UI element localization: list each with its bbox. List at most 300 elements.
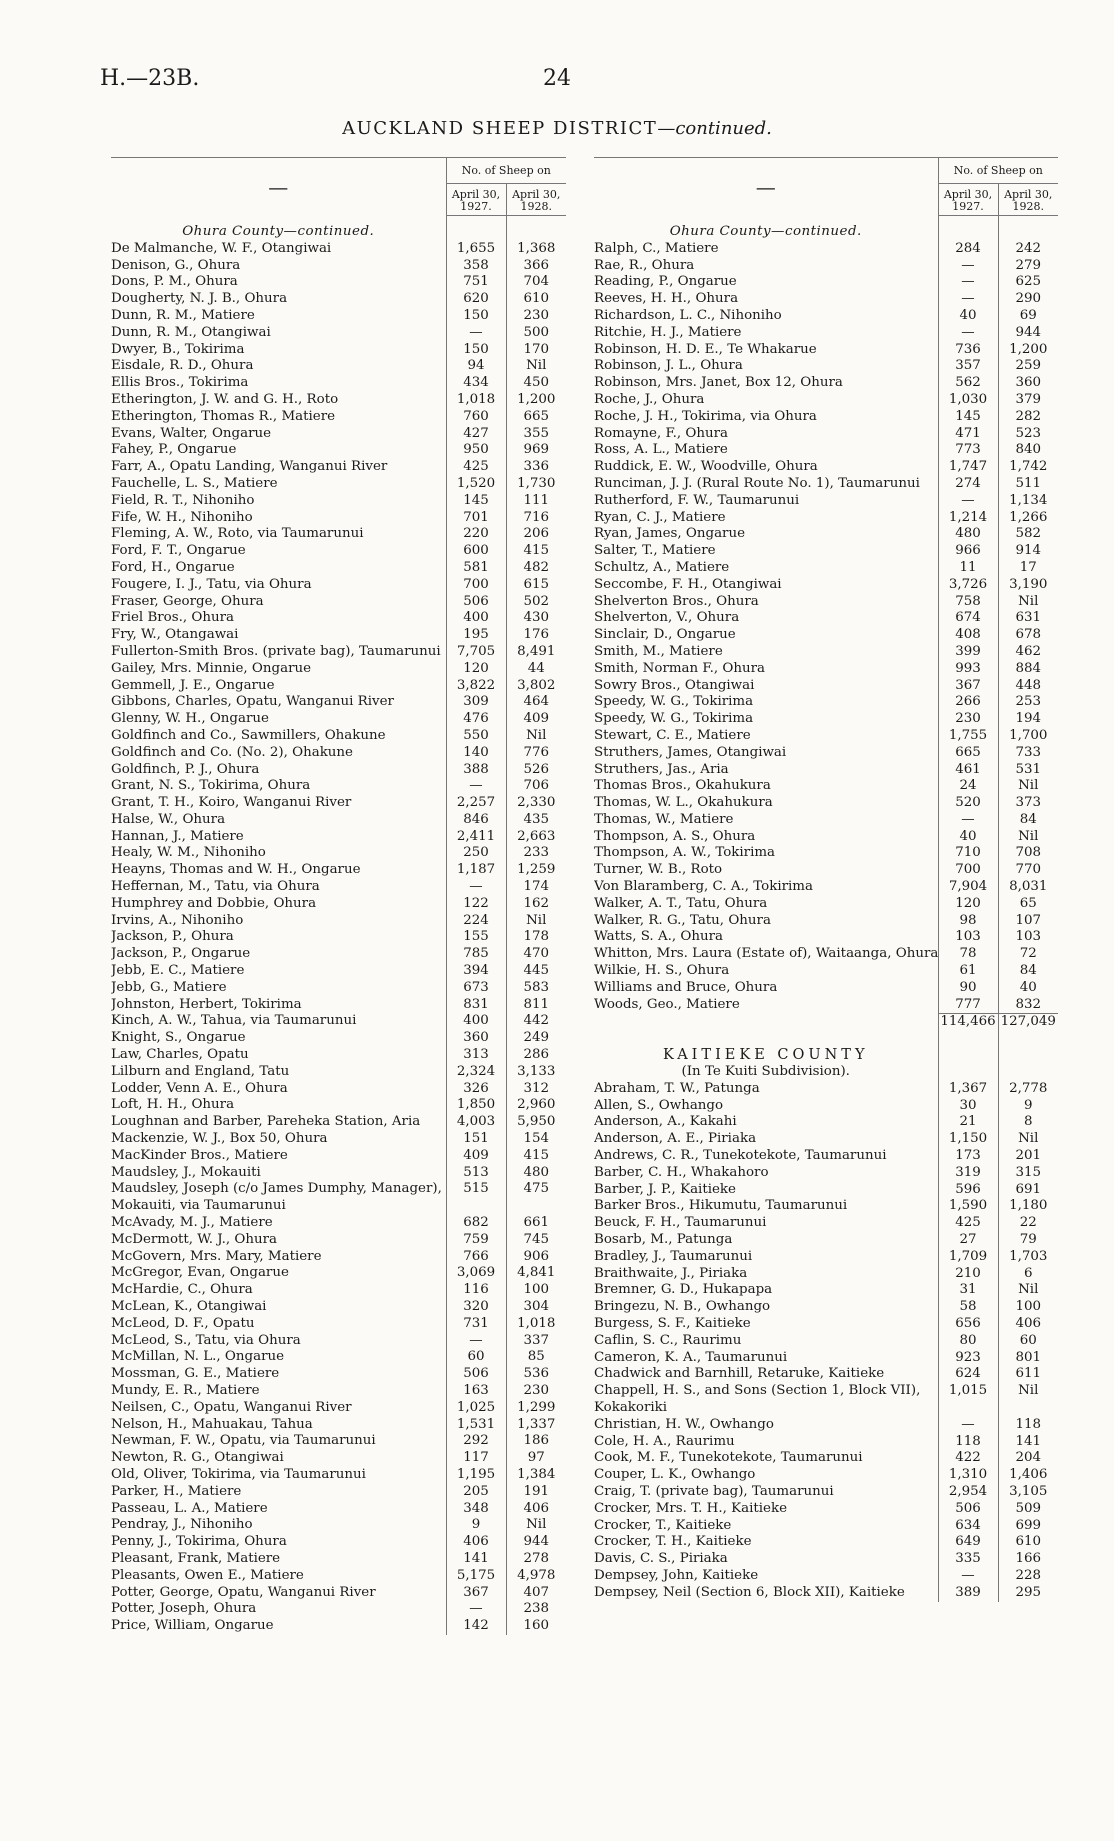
owner-name: Beuck, F. H., Taumarunui xyxy=(594,1215,767,1231)
left-table-panel xyxy=(111,157,566,1635)
sheep-1928: 204 xyxy=(998,1450,1058,1467)
sheep-1927: 151 xyxy=(446,1131,506,1148)
sheep-1928: 1,337 xyxy=(506,1417,566,1434)
owner-name: Craig, T. (private bag), Taumarunui xyxy=(594,1483,834,1499)
sheep-1928: 84 xyxy=(998,963,1058,980)
sheep-1928: 22 xyxy=(998,1215,1058,1232)
sheep-1927: 400 xyxy=(446,1013,506,1030)
sheep-1928: 631 xyxy=(998,610,1058,627)
sheep-1928: 60 xyxy=(998,1333,1058,1350)
total-1927: 114,466 xyxy=(938,1014,998,1031)
sheep-1928: 615 xyxy=(506,577,566,594)
owner-name: Crocker, T. H., Kaitieke xyxy=(594,1534,752,1550)
sheep-1927: 4,003 xyxy=(446,1114,506,1131)
sheep-1928: 509 xyxy=(998,1501,1058,1518)
owner-name: Cole, H. A., Raurimu xyxy=(594,1433,735,1449)
sheep-1928: 464 xyxy=(506,694,566,711)
table-row xyxy=(111,543,566,560)
sheep-1928: 79 xyxy=(998,1232,1058,1249)
owner-name: Gibbons, Charles, Opatu, Wanganui River xyxy=(111,694,394,710)
table-row xyxy=(111,1249,566,1266)
table-row xyxy=(594,1434,1058,1451)
sheep-1928: 3,802 xyxy=(506,678,566,695)
sheep-1927: 773 xyxy=(938,442,998,459)
sheep-1927: 1,025 xyxy=(446,1400,506,1417)
owner-name: Sowry Bros., Otangiwai xyxy=(594,677,755,693)
sheep-1928: 160 xyxy=(506,1618,566,1635)
sheep-1927: 434 xyxy=(446,375,506,392)
sheep-1928: 4,978 xyxy=(506,1568,566,1585)
sheep-1927: 210 xyxy=(938,1266,998,1283)
owner-name: Gemmell, J. E., Ongarue xyxy=(111,677,275,693)
sheep-1927: 145 xyxy=(938,409,998,426)
sheep-1927: 624 xyxy=(938,1366,998,1383)
owner-name: Goldfinch, P. J., Ohura xyxy=(111,761,260,777)
owner-name: Stewart, C. E., Matiere xyxy=(594,727,751,743)
table-row xyxy=(111,1299,566,1316)
table-row xyxy=(111,1349,566,1366)
sheep-1928: 194 xyxy=(998,711,1058,728)
sheep-1927: 60 xyxy=(446,1349,506,1366)
table-row xyxy=(111,997,566,1014)
table-row xyxy=(594,1551,1058,1568)
sheep-1927: 562 xyxy=(938,375,998,392)
sheep-1927: 513 xyxy=(446,1165,506,1182)
table-row xyxy=(594,358,1058,375)
sheep-1927: — xyxy=(938,1417,998,1434)
sheep-1928: 708 xyxy=(998,845,1058,862)
table-row xyxy=(111,1618,566,1635)
table-row xyxy=(594,963,1058,980)
sheep-1927: 400 xyxy=(446,610,506,627)
sheep-1928: 2,330 xyxy=(506,795,566,812)
owner-name: Ford, F. T., Ongarue xyxy=(111,543,246,559)
table-row xyxy=(594,1316,1058,1333)
owner-name: Jebb, G., Matiere xyxy=(111,979,227,995)
table-row xyxy=(111,1165,566,1182)
table-row xyxy=(111,476,566,493)
total-row xyxy=(594,1014,1058,1031)
sheep-1928: 610 xyxy=(998,1534,1058,1551)
sheep-1927: — xyxy=(938,258,998,275)
sheep-1927: 831 xyxy=(446,997,506,1014)
sheep-1927: 471 xyxy=(938,426,998,443)
sheep-1928: 906 xyxy=(506,1249,566,1266)
sheep-1927: 309 xyxy=(446,694,506,711)
table-row xyxy=(594,442,1058,459)
sheep-1928: 44 xyxy=(506,661,566,678)
sheep-1927: 274 xyxy=(938,476,998,493)
table-row xyxy=(111,678,566,695)
owner-name: Passeau, L. A., Matiere xyxy=(111,1500,268,1516)
sheep-1928: 315 xyxy=(998,1165,1058,1182)
owner-name: Pendray, J., Nihoniho xyxy=(111,1517,253,1533)
sheep-1928: Nil xyxy=(998,778,1058,795)
table-row xyxy=(111,711,566,728)
table-row xyxy=(111,862,566,879)
table-row xyxy=(111,1517,566,1534)
table-row xyxy=(594,476,1058,493)
owner-name: Healy, W. M., Nihoniho xyxy=(111,845,266,861)
owner-name: Reading, P., Ongarue xyxy=(594,274,737,290)
sheep-1928: 811 xyxy=(506,997,566,1014)
table-row xyxy=(594,1585,1058,1602)
sheep-1927: 94 xyxy=(446,358,506,375)
sheep-1928: 286 xyxy=(506,1047,566,1064)
owner-name: Smith, Norman F., Ohura xyxy=(594,660,765,676)
owner-name: Maudsley, Joseph (c/o James Dumphy, Manager), Mokauiti, via Taumarunui xyxy=(111,1181,442,1214)
table-row xyxy=(594,795,1058,812)
sheep-1928: 100 xyxy=(506,1282,566,1299)
sheep-1928: 3,190 xyxy=(998,577,1058,594)
owner-name: Knight, S., Ongarue xyxy=(111,1030,246,1046)
table-row xyxy=(111,392,566,409)
table-row xyxy=(594,342,1058,359)
owner-name: Barber, C. H., Whakahoro xyxy=(594,1164,769,1180)
table-row xyxy=(111,1265,566,1282)
owner-name: Fougere, I. J., Tatu, via Ohura xyxy=(111,576,312,592)
owner-name: Kinch, A. W., Tahua, via Taumarunui xyxy=(111,1013,357,1029)
owner-name: Robinson, J. L., Ohura xyxy=(594,358,743,374)
table-row xyxy=(111,812,566,829)
table-row xyxy=(594,1232,1058,1249)
table-row xyxy=(111,1047,566,1064)
table-row xyxy=(111,308,566,325)
owner-name: Potter, Joseph, Ohura xyxy=(111,1601,257,1617)
owner-name: Smith, M., Matiere xyxy=(594,643,723,659)
sheep-1927: 701 xyxy=(446,510,506,527)
owner-name: Burgess, S. F., Kaitieke xyxy=(594,1316,751,1331)
table-row xyxy=(111,409,566,426)
owner-name: MacKinder Bros., Matiere xyxy=(111,1147,288,1163)
owner-name: Richardson, L. C., Nihoniho xyxy=(594,307,782,323)
sheep-1927: 388 xyxy=(446,762,506,779)
owner-name: Newton, R. G., Otangiwai xyxy=(111,1450,284,1466)
table-row xyxy=(111,963,566,980)
owner-name: Grant, T. H., Koiro, Wanganui River xyxy=(111,795,352,811)
sheep-1928: 174 xyxy=(506,879,566,896)
owner-name: Ellis Bros., Tokirima xyxy=(111,375,249,391)
owner-name: Halse, W., Ohura xyxy=(111,811,226,827)
table-row xyxy=(594,1383,1058,1417)
table-row xyxy=(111,258,566,275)
table-row xyxy=(111,694,566,711)
table-row xyxy=(111,1316,566,1333)
table-row xyxy=(111,795,566,812)
sheep-1928: 1,200 xyxy=(998,342,1058,359)
page-reference: H.—23B. xyxy=(100,66,200,91)
sheep-1928: 242 xyxy=(998,241,1058,258)
table-row xyxy=(594,1165,1058,1182)
sheep-1927: 150 xyxy=(446,342,506,359)
sheep-1927: 1,850 xyxy=(446,1097,506,1114)
owner-name: Gailey, Mrs. Minnie, Ongarue xyxy=(111,660,312,676)
header-col-1927: April 30, 1927. xyxy=(446,184,506,216)
sheep-1927: 3,726 xyxy=(938,577,998,594)
table-row xyxy=(111,291,566,308)
owner-name: Woods, Geo., Matiere xyxy=(594,996,740,1012)
owner-name: Fleming, A. W., Roto, via Taumarunui xyxy=(111,526,364,542)
sheep-1927: 1,018 xyxy=(446,392,506,409)
owner-name: Jebb, E. C., Matiere xyxy=(111,963,245,979)
sheep-1927: 476 xyxy=(446,711,506,728)
sheep-1927: 24 xyxy=(938,778,998,795)
owner-name: Penny, J., Tokirima, Ohura xyxy=(111,1534,287,1550)
sheep-1927: 319 xyxy=(938,1165,998,1182)
sheep-1927: 40 xyxy=(938,308,998,325)
sheep-1928: 3,133 xyxy=(506,1064,566,1081)
sheep-1927: 656 xyxy=(938,1316,998,1333)
table-row xyxy=(111,745,566,762)
sheep-1927: 600 xyxy=(446,543,506,560)
owner-name: Thomas, W. L., Okahukura xyxy=(594,795,773,811)
sheep-1927: 224 xyxy=(446,913,506,930)
sheep-1928: 716 xyxy=(506,510,566,527)
table-row xyxy=(594,308,1058,325)
owner-name: Bringezu, N. B., Owhango xyxy=(594,1299,771,1315)
table-row xyxy=(594,929,1058,946)
sheep-1928: 969 xyxy=(506,442,566,459)
table-row xyxy=(594,1501,1058,1518)
sheep-1927: 700 xyxy=(446,577,506,594)
table-row xyxy=(111,1097,566,1114)
sheep-1927: 348 xyxy=(446,1501,506,1518)
sheep-1928: 312 xyxy=(506,1081,566,1098)
sheep-1928: 409 xyxy=(506,711,566,728)
sheep-1927: 3,822 xyxy=(446,678,506,695)
sheep-1927: 61 xyxy=(938,963,998,980)
sheep-1927: 5,175 xyxy=(446,1568,506,1585)
sheep-1928: Nil xyxy=(998,1383,1058,1417)
header-col-1928: April 30, 1928. xyxy=(506,184,566,216)
table-row xyxy=(111,1114,566,1131)
owner-name: Dunn, R. M., Otangiwai xyxy=(111,324,271,340)
owner-name: Seccombe, F. H., Otangiwai xyxy=(594,576,782,592)
sheep-1927: 141 xyxy=(446,1551,506,1568)
sheep-1928: 278 xyxy=(506,1551,566,1568)
sheep-1927: 758 xyxy=(938,594,998,611)
owner-name: Loft, H. H., Ohura xyxy=(111,1097,235,1113)
sheep-1927: 78 xyxy=(938,946,998,963)
sheep-1927: 313 xyxy=(446,1047,506,1064)
table-row xyxy=(594,728,1058,745)
sheep-1927: — xyxy=(446,879,506,896)
sheep-1928: 1,180 xyxy=(998,1198,1058,1215)
sheep-1927: 759 xyxy=(446,1232,506,1249)
sheep-1928: 536 xyxy=(506,1366,566,1383)
sheep-1927: 846 xyxy=(446,812,506,829)
sheep-1927: 409 xyxy=(446,1148,506,1165)
table-row xyxy=(111,913,566,930)
owner-name: Dwyer, B., Tokirima xyxy=(111,341,245,357)
table-row xyxy=(111,274,566,291)
owner-name: Etherington, Thomas R., Matiere xyxy=(111,408,336,424)
owner-name: Allen, S., Owhango xyxy=(594,1097,724,1113)
owner-name: McLeod, S., Tatu, via Ohura xyxy=(111,1332,301,1348)
sheep-1928: 201 xyxy=(998,1148,1058,1165)
table-row xyxy=(111,375,566,392)
sheep-1928: 1,730 xyxy=(506,476,566,493)
table-row xyxy=(594,1098,1058,1115)
sheep-1928: 162 xyxy=(506,896,566,913)
owner-name: Shelverton, V., Ohura xyxy=(594,610,740,626)
table-row xyxy=(594,1249,1058,1266)
sheep-1928: 65 xyxy=(998,896,1058,913)
sheep-1927: 220 xyxy=(446,526,506,543)
owner-name: McAvady, M. J., Matiere xyxy=(111,1215,273,1231)
sheep-1927: 155 xyxy=(446,929,506,946)
table-row xyxy=(594,1182,1058,1199)
table-row xyxy=(111,594,566,611)
owner-name: Struthers, Jas., Aria xyxy=(594,761,729,777)
sheep-1927: 682 xyxy=(446,1215,506,1232)
sheep-1927: 367 xyxy=(446,1585,506,1602)
sheep-1927: 292 xyxy=(446,1433,506,1450)
sheep-1928: 415 xyxy=(506,543,566,560)
sheep-1928: 840 xyxy=(998,442,1058,459)
sheep-1928: 1,266 xyxy=(998,510,1058,527)
sheep-1928: 290 xyxy=(998,291,1058,308)
sheep-1927: 993 xyxy=(938,661,998,678)
sheep-1928: 379 xyxy=(998,392,1058,409)
sheep-1927: 367 xyxy=(938,678,998,695)
sheep-1927: 30 xyxy=(938,1098,998,1115)
sheep-1928: 40 xyxy=(998,980,1058,997)
sheep-1928: 100 xyxy=(998,1299,1058,1316)
sheep-1928: 1,018 xyxy=(506,1316,566,1333)
table-row xyxy=(594,980,1058,997)
sheep-1927: 550 xyxy=(446,728,506,745)
owner-name: Cook, M. F., Tunekotekote, Taumarunui xyxy=(594,1450,863,1466)
sheep-1927: — xyxy=(938,812,998,829)
sheep-1928: 8,031 xyxy=(998,879,1058,896)
owner-name: Dunn, R. M., Matiere xyxy=(111,307,255,323)
owner-name: Ross, A. L., Matiere xyxy=(594,442,728,458)
owner-name: Turner, W. B., Roto xyxy=(594,862,723,878)
sheep-1927: 7,904 xyxy=(938,879,998,896)
sheep-1927: 9 xyxy=(446,1517,506,1534)
owner-name: Thomas, W., Matiere xyxy=(594,811,734,827)
sheep-1927: 1,747 xyxy=(938,459,998,476)
sheep-1927: 1,030 xyxy=(938,392,998,409)
table-row xyxy=(594,1148,1058,1165)
owner-name: Goldfinch and Co. (No. 2), Ohakune xyxy=(111,744,353,760)
sheep-1928: 304 xyxy=(506,1299,566,1316)
sheep-1927: 195 xyxy=(446,627,506,644)
sheep-1927: 1,150 xyxy=(938,1131,998,1148)
owner-name: Struthers, James, Otangiwai xyxy=(594,744,787,760)
sheep-1928: 502 xyxy=(506,594,566,611)
table-row xyxy=(594,1450,1058,1467)
sheep-1928: 801 xyxy=(998,1350,1058,1367)
owner-name: Walker, A. T., Tatu, Ohura xyxy=(594,895,768,911)
owner-name: Heayns, Thomas and W. H., Ongarue xyxy=(111,862,361,878)
sheep-1928: 1,134 xyxy=(998,493,1058,510)
table-row xyxy=(111,1081,566,1098)
table-row xyxy=(594,241,1058,258)
table-row xyxy=(111,358,566,375)
sheep-1928: 1,742 xyxy=(998,459,1058,476)
table-row xyxy=(594,1568,1058,1585)
table-row xyxy=(594,694,1058,711)
owner-name: Speedy, W. G., Tokirima xyxy=(594,694,754,710)
owner-name: Abraham, T. W., Patunga xyxy=(594,1080,760,1096)
county-heading: Ohura County—continued. xyxy=(669,224,862,239)
table-row xyxy=(111,929,566,946)
table-row xyxy=(111,762,566,779)
sheep-1928: Nil xyxy=(506,358,566,375)
sheep-1927: 7,705 xyxy=(446,644,506,661)
owner-name: Whitton, Mrs. Laura (Estate of), Waitaanga, Ohura xyxy=(594,946,938,962)
owner-name: Hannan, J., Matiere xyxy=(111,828,244,844)
owner-name: Wilkie, H. S., Ohura xyxy=(594,963,730,979)
sheep-1928: 665 xyxy=(506,409,566,426)
sheep-1927: 1,195 xyxy=(446,1467,506,1484)
sheep-1927: 103 xyxy=(938,929,998,946)
sheep-1928: Nil xyxy=(506,913,566,930)
sheep-1927: 2,257 xyxy=(446,795,506,812)
sheep-1928: 2,960 xyxy=(506,1097,566,1114)
owner-name: Mossman, G. E., Matiere xyxy=(111,1366,280,1382)
table-row xyxy=(111,1568,566,1585)
sheep-1927: 581 xyxy=(446,560,506,577)
sheep-1927: 142 xyxy=(446,1618,506,1635)
sheep-1927: 1,310 xyxy=(938,1467,998,1484)
sheep-1928: 178 xyxy=(506,929,566,946)
total-1928: 127,049 xyxy=(998,1014,1058,1031)
sheep-1928: 406 xyxy=(998,1316,1058,1333)
sheep-1927: 145 xyxy=(446,493,506,510)
owner-name: Potter, George, Opatu, Wanganui River xyxy=(111,1584,376,1600)
owner-name: Eisdale, R. D., Ohura xyxy=(111,358,254,374)
sheep-1927: 117 xyxy=(446,1450,506,1467)
sheep-1928: 482 xyxy=(506,560,566,577)
sheep-1928: 107 xyxy=(998,913,1058,930)
sheep-1928: 445 xyxy=(506,963,566,980)
sheep-1928: 4,841 xyxy=(506,1265,566,1282)
table-row xyxy=(594,678,1058,695)
owner-name: Davis, C. S., Piriaka xyxy=(594,1551,728,1567)
sheep-1928: 611 xyxy=(998,1366,1058,1383)
sheep-1928: 69 xyxy=(998,308,1058,325)
sheep-1928: 832 xyxy=(998,997,1058,1014)
owner-name: Evans, Walter, Ongarue xyxy=(111,425,272,441)
sheep-1928: 480 xyxy=(506,1165,566,1182)
sheep-1928: Nil xyxy=(506,1517,566,1534)
table-row xyxy=(594,258,1058,275)
owner-name: Anderson, A. E., Piriaka xyxy=(594,1131,757,1147)
sheep-1928: 523 xyxy=(998,426,1058,443)
sheep-1928: 282 xyxy=(998,409,1058,426)
table-row xyxy=(594,459,1058,476)
owner-name: Rae, R., Ohura xyxy=(594,257,695,273)
owner-name: Robinson, H. D. E., Te Whakarue xyxy=(594,341,817,357)
sheep-1928: 141 xyxy=(998,1434,1058,1451)
sheep-1928: 249 xyxy=(506,1030,566,1047)
sheep-1927: 1,367 xyxy=(938,1081,998,1098)
table-row xyxy=(111,1551,566,1568)
sheep-1927: 31 xyxy=(938,1282,998,1299)
owner-name: Goldfinch and Co., Sawmillers, Ohakune xyxy=(111,727,386,743)
sheep-1928: 1,703 xyxy=(998,1249,1058,1266)
owner-name: Ryan, James, Ongarue xyxy=(594,526,745,542)
owner-name: Price, William, Ongarue xyxy=(111,1618,274,1634)
sheep-1927: 21 xyxy=(938,1114,998,1131)
owner-name: Williams and Bruce, Ohura xyxy=(594,979,778,995)
owner-name: McHardie, C., Ohura xyxy=(111,1282,253,1298)
sheep-1927: 673 xyxy=(446,980,506,997)
table-row xyxy=(111,879,566,896)
